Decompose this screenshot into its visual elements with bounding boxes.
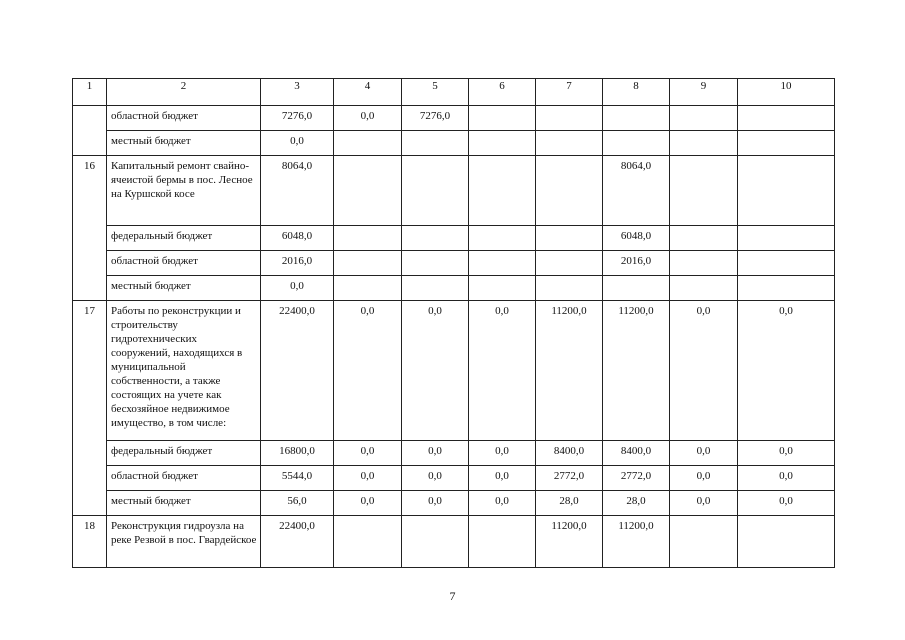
value-cell: 11200,0	[536, 301, 603, 441]
row-description: Капитальный ремонт свайно-ячеистой бермы в пос. Лесное на Куршской косе	[107, 156, 261, 226]
column-header: 8	[603, 79, 670, 106]
value-cell	[738, 156, 835, 226]
table-row	[73, 301, 835, 441]
column-header: 4	[334, 79, 402, 106]
row-number	[73, 251, 107, 276]
value-cell	[670, 276, 738, 301]
value-cell: 0,0	[402, 466, 469, 491]
table-row	[73, 491, 835, 516]
value-cell: 2016,0	[261, 251, 334, 276]
column-header: 6	[469, 79, 536, 106]
value-cell: 0,0	[670, 301, 738, 441]
value-cell: 0,0	[402, 491, 469, 516]
value-cell	[536, 251, 603, 276]
row-description: местный бюджет	[107, 131, 261, 156]
row-number	[73, 491, 107, 516]
value-cell: 16800,0	[261, 441, 334, 466]
table-row	[73, 441, 835, 466]
column-header: 7	[536, 79, 603, 106]
row-description: местный бюджет	[107, 276, 261, 301]
value-cell: 0,0	[334, 441, 402, 466]
value-cell: 8400,0	[603, 441, 670, 466]
value-cell	[738, 516, 835, 568]
value-cell: 28,0	[536, 491, 603, 516]
value-cell: 0,0	[738, 466, 835, 491]
value-cell	[469, 156, 536, 226]
value-cell	[469, 106, 536, 131]
value-cell: 0,0	[334, 466, 402, 491]
value-cell: 2772,0	[536, 466, 603, 491]
table-row	[73, 156, 835, 226]
value-cell	[402, 516, 469, 568]
value-cell: 0,0	[402, 301, 469, 441]
value-cell: 56,0	[261, 491, 334, 516]
value-cell: 0,0	[738, 441, 835, 466]
value-cell: 0,0	[670, 441, 738, 466]
page-number: 7	[449, 589, 456, 603]
value-cell: 8064,0	[261, 156, 334, 226]
table-body	[73, 79, 835, 568]
value-cell: 0,0	[261, 131, 334, 156]
value-cell: 11200,0	[603, 516, 670, 568]
row-number: 16	[73, 156, 107, 226]
value-cell	[402, 131, 469, 156]
value-cell: 2016,0	[603, 251, 670, 276]
value-cell: 22400,0	[261, 301, 334, 441]
value-cell: 0,0	[738, 301, 835, 441]
value-cell: 6048,0	[261, 226, 334, 251]
value-cell	[536, 156, 603, 226]
table-row	[73, 106, 835, 131]
row-number	[73, 441, 107, 466]
value-cell	[334, 516, 402, 568]
row-description: федеральный бюджет	[107, 441, 261, 466]
row-description: областной бюджет	[107, 251, 261, 276]
value-cell	[738, 106, 835, 131]
value-cell: 22400,0	[261, 516, 334, 568]
value-cell	[334, 131, 402, 156]
column-header: 2	[107, 79, 261, 106]
value-cell	[536, 226, 603, 251]
value-cell: 0,0	[670, 491, 738, 516]
value-cell: 11200,0	[536, 516, 603, 568]
value-cell: 0,0	[334, 301, 402, 441]
value-cell	[334, 276, 402, 301]
value-cell	[536, 106, 603, 131]
row-description: местный бюджет	[107, 491, 261, 516]
column-header: 5	[402, 79, 469, 106]
value-cell	[334, 251, 402, 276]
value-cell	[738, 276, 835, 301]
value-cell: 0,0	[261, 276, 334, 301]
value-cell: 0,0	[469, 491, 536, 516]
value-cell: 7276,0	[402, 106, 469, 131]
value-cell: 11200,0	[603, 301, 670, 441]
table-row	[73, 276, 835, 301]
value-cell	[603, 276, 670, 301]
value-cell	[469, 251, 536, 276]
value-cell: 0,0	[469, 301, 536, 441]
value-cell	[670, 106, 738, 131]
row-number	[73, 131, 107, 156]
value-cell	[402, 251, 469, 276]
table-row	[73, 226, 835, 251]
value-cell	[738, 251, 835, 276]
value-cell	[670, 156, 738, 226]
value-cell: 8064,0	[603, 156, 670, 226]
value-cell	[738, 131, 835, 156]
value-cell	[670, 226, 738, 251]
value-cell: 0,0	[670, 466, 738, 491]
row-number: 17	[73, 301, 107, 441]
value-cell: 8400,0	[536, 441, 603, 466]
value-cell	[670, 131, 738, 156]
row-description: областной бюджет	[107, 466, 261, 491]
row-number	[73, 226, 107, 251]
value-cell: 0,0	[402, 441, 469, 466]
value-cell	[670, 516, 738, 568]
value-cell	[402, 276, 469, 301]
row-description: Реконструкция гидроузла на реке Резвой в пос. Гвардейское	[107, 516, 261, 568]
value-cell: 6048,0	[603, 226, 670, 251]
value-cell	[603, 131, 670, 156]
row-number: 18	[73, 516, 107, 568]
value-cell: 5544,0	[261, 466, 334, 491]
value-cell	[334, 226, 402, 251]
value-cell	[536, 276, 603, 301]
value-cell	[536, 131, 603, 156]
row-number	[73, 106, 107, 131]
value-cell	[402, 226, 469, 251]
value-cell: 0,0	[469, 466, 536, 491]
value-cell: 28,0	[603, 491, 670, 516]
value-cell	[469, 226, 536, 251]
table-row	[73, 131, 835, 156]
value-cell	[670, 251, 738, 276]
value-cell: 0,0	[334, 491, 402, 516]
value-cell: 0,0	[469, 441, 536, 466]
value-cell: 2772,0	[603, 466, 670, 491]
row-description: федеральный бюджет	[107, 226, 261, 251]
value-cell: 0,0	[738, 491, 835, 516]
value-cell	[334, 156, 402, 226]
value-cell	[469, 516, 536, 568]
table-row	[73, 466, 835, 491]
row-number	[73, 276, 107, 301]
value-cell: 7276,0	[261, 106, 334, 131]
column-header: 9	[670, 79, 738, 106]
column-header: 3	[261, 79, 334, 106]
table-row	[73, 251, 835, 276]
header-row	[73, 79, 835, 106]
value-cell	[469, 131, 536, 156]
row-number	[73, 466, 107, 491]
column-header: 1	[73, 79, 107, 106]
table-row	[73, 516, 835, 568]
row-description: областной бюджет	[107, 106, 261, 131]
value-cell	[738, 226, 835, 251]
row-description: Работы по реконструкции и строительству гидротехнических сооружений, находящихся в муниципальной собственности, а также состоящих на учете как бесхозяйное недвижимое имущество, в том числе:	[107, 301, 261, 441]
value-cell	[469, 276, 536, 301]
column-header: 10	[738, 79, 835, 106]
value-cell	[603, 106, 670, 131]
budget-table	[72, 78, 835, 568]
value-cell: 0,0	[334, 106, 402, 131]
value-cell	[402, 156, 469, 226]
